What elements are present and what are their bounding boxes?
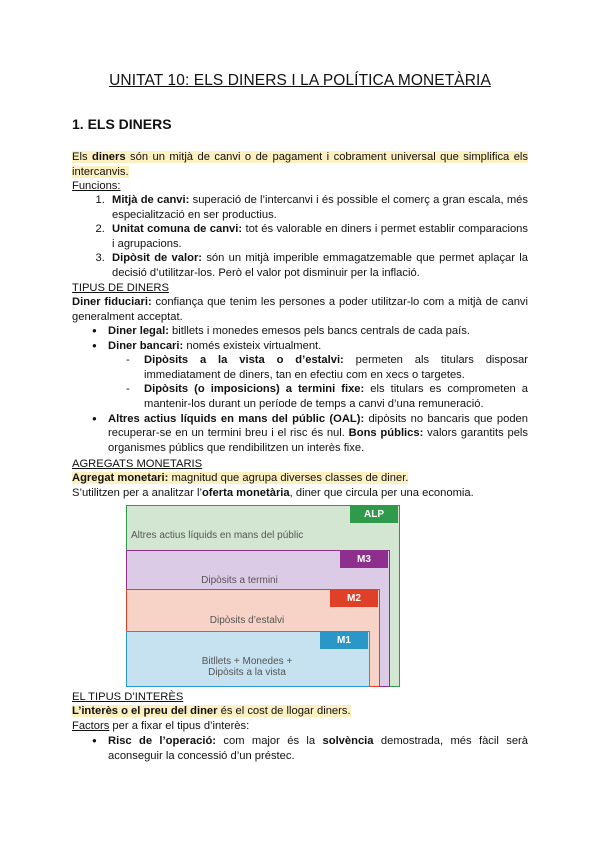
list-item: ● Diner bancari: només existeix virtualment. - Dipòsits a la vista o d’estalvi: permeten als titulars disposar immediatament de diners, tan en efectiu com en xecs o targetes. - Dipòsits (o imposicions) a termini fixe: els titulars es comprometen a mantenir-los durant un període de temps a canvi d’una remuneració. — [108, 339, 528, 412]
factors-paragraph: Factors per a fixar el tipus d’interès: — [72, 720, 250, 732]
list-item: - Dipòsits (o imposicions) a termini fixe: els titulars es comprometen a mantenir-los durant un període de temps a canvi d’una remuneració. — [144, 382, 528, 411]
diner-types-list — [72, 324, 528, 455]
interes-paragraph: L’interès o el preu del diner és el cost de llogar diners. — [72, 705, 351, 717]
funcions-label: Funcions: — [72, 180, 121, 192]
alp-label: Altres actius líquids en mans del públic — [131, 530, 304, 541]
m3-label: Dipòsits a termini — [201, 575, 278, 586]
interes-label: EL TIPUS D’INTERÈS — [72, 691, 184, 703]
list-item: 2. Unitat comuna de canvi: tot és valorable en diners i permet establir comparacions i agrupacions. — [108, 222, 528, 251]
agregats-label: AGREGATS MONETARIS — [72, 458, 203, 470]
m2-tag: M2 — [330, 590, 378, 607]
list-item: 3. Dipòsit de valor: són un mitjà imperible emmagatzemable que permet aplaçar la decisió d’utilitzar-los. Però el valor pot disminuir per la inflació. — [108, 251, 528, 280]
funcions-list — [72, 193, 528, 281]
monetary-aggregates-diagram — [126, 505, 404, 687]
list-item: ● Risc de l’operació: com major és la solvència demostrada, més fàcil serà aconseguir la concessió d’un préstec. — [108, 734, 528, 763]
page-title: UNITAT 10: ELS DINERS I LA POLÍTICA MONETÀRIA — [109, 72, 491, 89]
intro-text: Els diners són un mitjà de canvi o de pagament i cobrament universal que simplifica els intercanvis. — [72, 151, 529, 178]
m3-tag: M3 — [340, 551, 388, 568]
tipus-label: TIPUS DE DINERS — [72, 282, 169, 294]
m1-label: Bitllets + Monedes + Dipòsits a la vista — [201, 656, 293, 678]
factors-list — [72, 734, 528, 763]
intro-paragraph — [72, 150, 528, 179]
m2-label: Dipòsits d’estalvi — [209, 615, 285, 626]
fiduciari-paragraph: Diner fiduciari: confiança que tenim les persones a poder utilitzar-lo com a mitjà de canvi generalment acceptat. — [72, 296, 528, 323]
oferta-paragraph: S’utilitzen per a analitzar l’oferta monetària, diner que circula per una economia. — [72, 487, 474, 499]
list-item: ● Diner legal: bitllets i monedes emesos pels bancs centrals de cada país. — [108, 324, 528, 339]
list-item: 1. Mitjà de canvi: superació de l’intercanvi i és possible el comerç a gran escala, més especialització en ser productius. — [108, 193, 528, 222]
section-heading: 1. ELS DINERS — [72, 116, 172, 132]
list-item: - Dipòsits a la vista o d’estalvi: permeten als titulars disposar immediatament de diners, tan en efectiu com en xecs o targetes. — [144, 353, 528, 382]
m1-tag: M1 — [320, 632, 368, 649]
list-item: ● Altres actius líquids en mans del públic (OAL): dipòsits no bancaris que poden recuperar-se en un termini breu i el risc és nul. Bons públics: valors garantits pels organismes públics que rendibilitzen un interès fixe. — [108, 412, 528, 456]
alp-tag: ALP — [350, 506, 398, 523]
agregat-paragraph: Agregat monetari: magnitud que agrupa diverses classes de diner. — [72, 472, 409, 484]
